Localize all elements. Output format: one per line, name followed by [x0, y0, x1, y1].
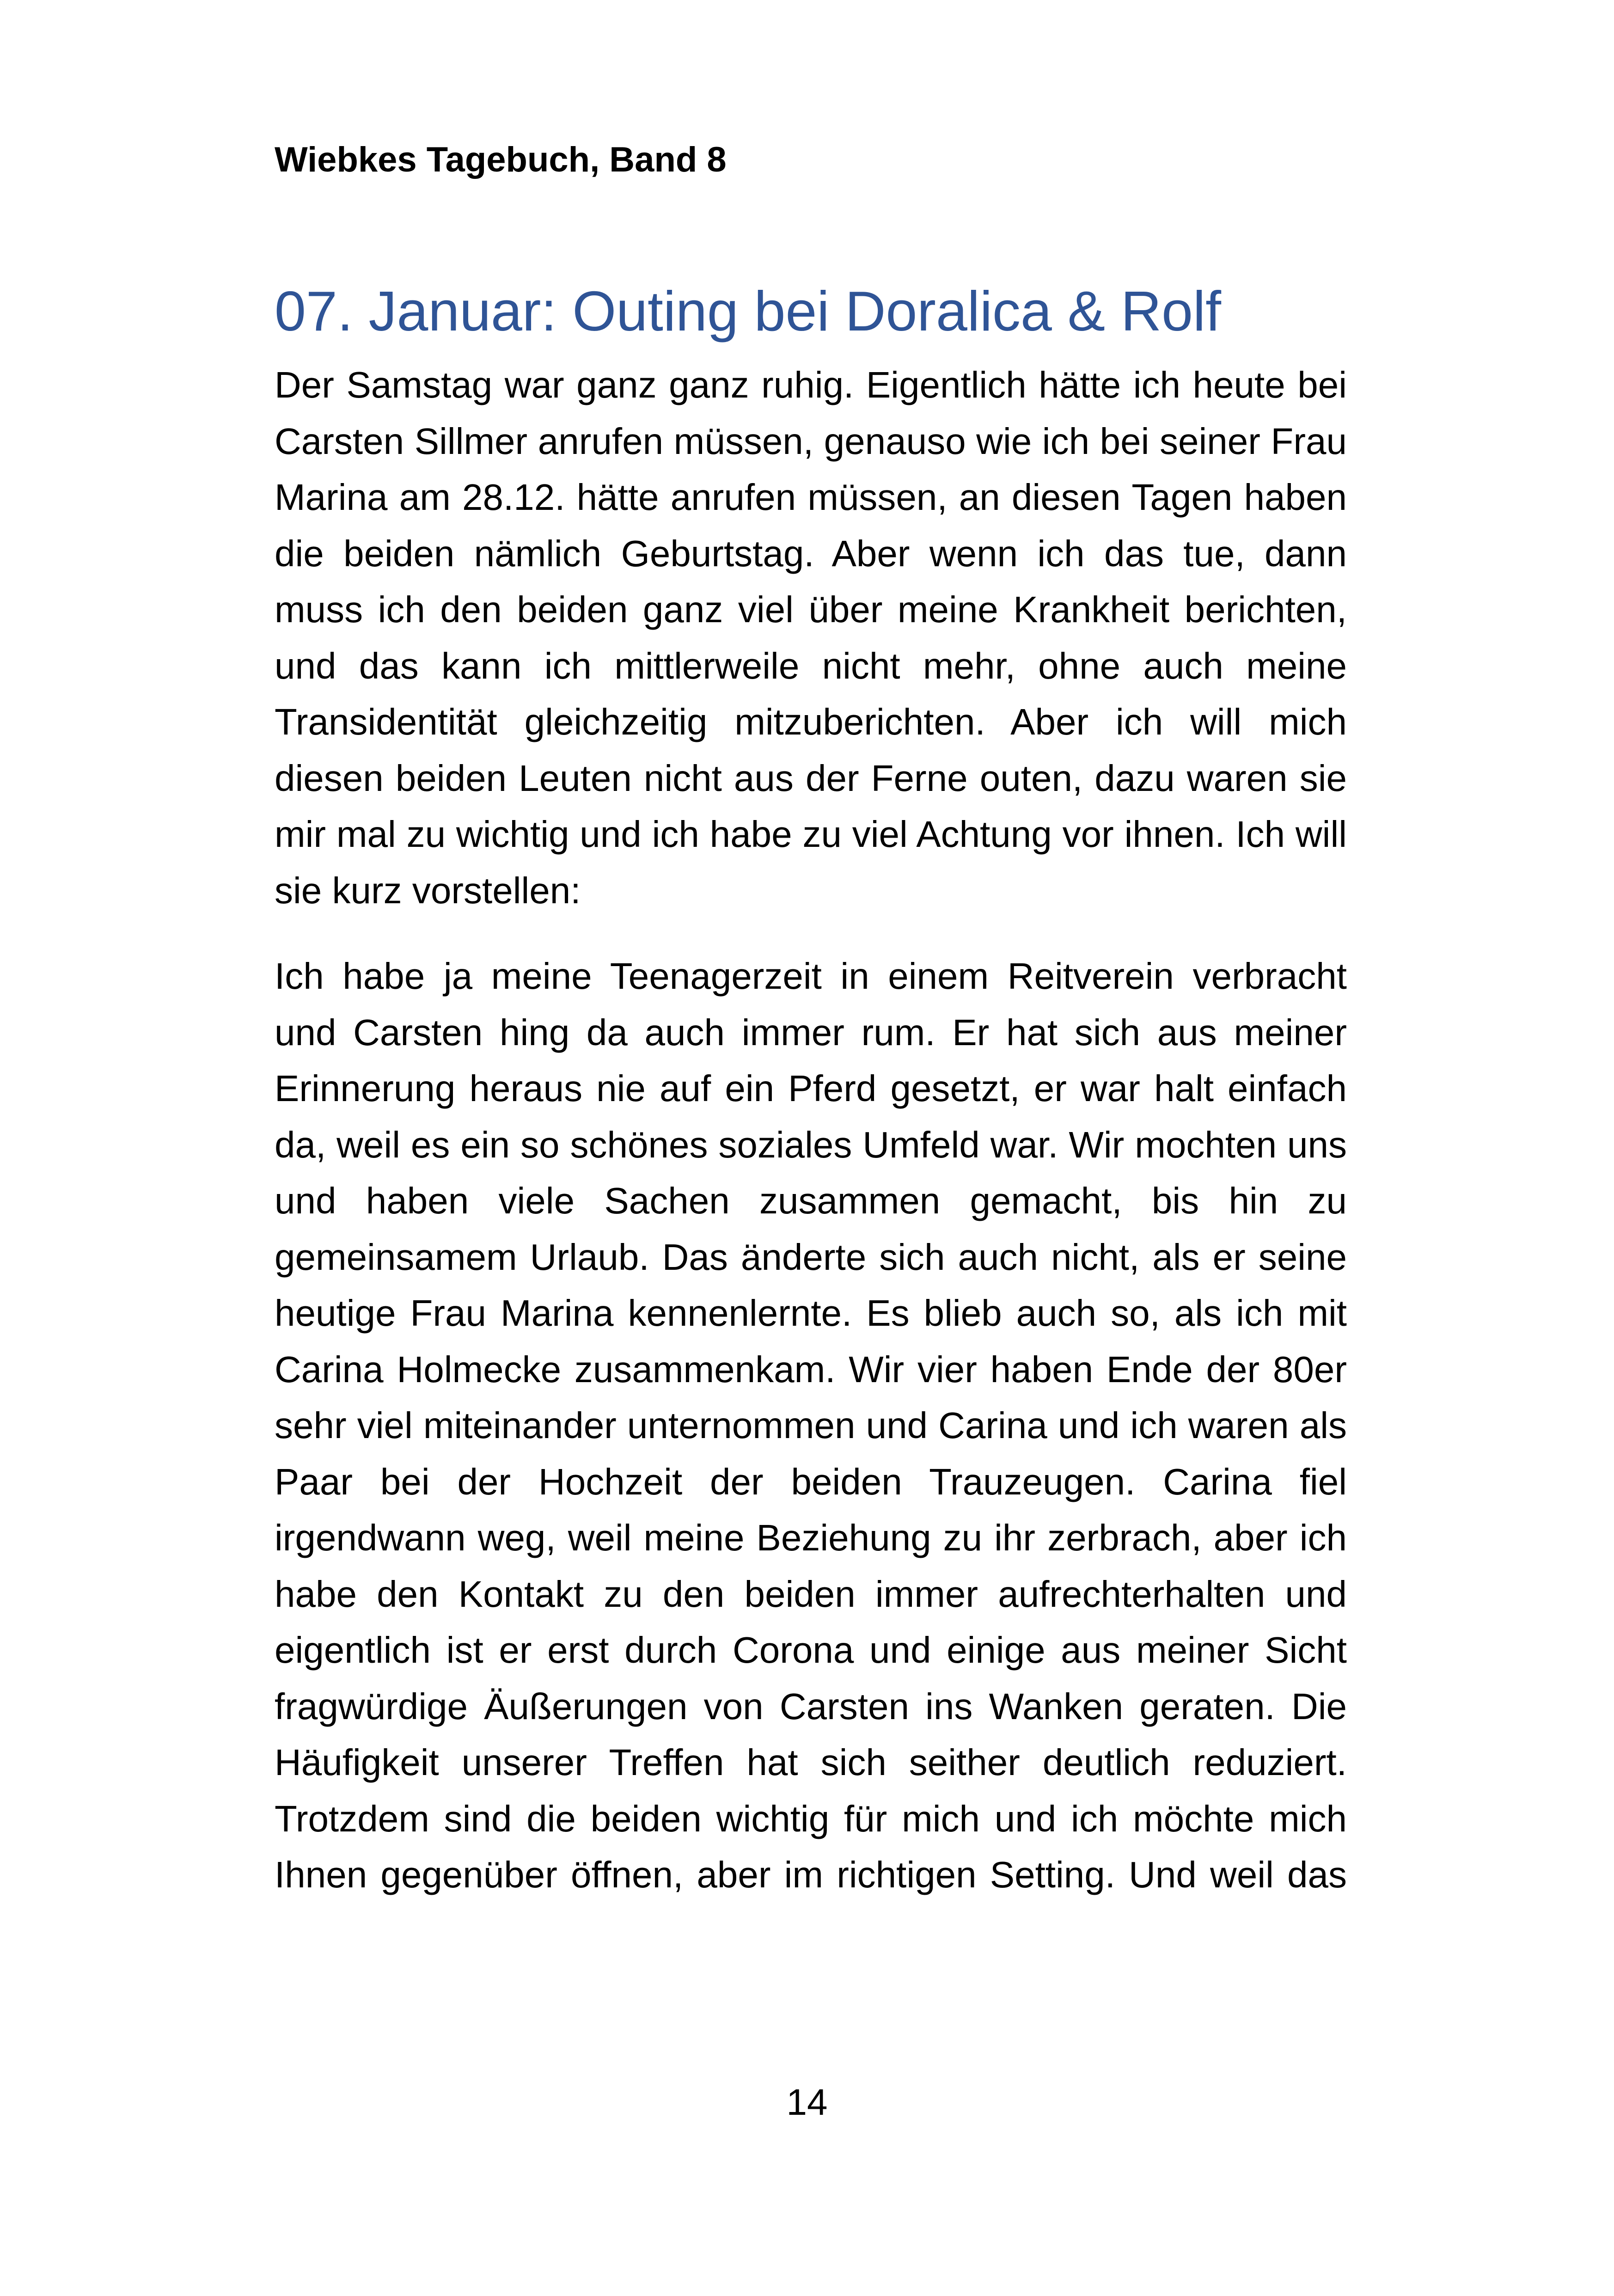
body-text — [275, 357, 1347, 1903]
chapter-title: 07. Januar: Outing bei Doralica & Rolf — [275, 280, 1221, 343]
paragraph: Der Samstag war ganz ganz ruhig. Eigentlich hätte ich heute bei Carsten Sillmer anrufen müssen, genauso wie ich bei seiner Frau Marina am 28.12. hätte anrufen müssen, an diesen Tagen haben die beiden nämlich Geburtstag. Aber wenn ich das tue, dann muss ich den beiden ganz viel über meine Krankheit berichten, und das kann ich mittlerweile nicht mehr, ohne auch meine Transidentität gleichzeitig mitzuberichten. Aber ich will mich diesen beiden Leuten nicht aus der Ferne outen, dazu waren sie mir mal zu wichtig und ich habe zu viel Achtung vor ihnen. Ich will sie kurz vorstellen: — [275, 364, 1347, 911]
paragraph: Ich habe ja meine Teenagerzeit in einem Reitverein verbracht und Carsten hing da auch immer rum. Er hat sich aus meiner Erinnerung heraus nie auf ein Pferd gesetzt, er war halt einfach da, weil es ein so schönes soziales Umfeld war. Wir mochten uns und haben viele Sachen zusammen gemacht, bis hin zu gemeinsamem Urlaub. Das änderte sich auch nicht, als er seine heutige Frau Marina kennenlernte. Es blieb auch so, als ich mit Carina Holmecke zusammenkam. Wir vier haben Ende der 80er sehr viel miteinander unternommen und Carina und ich waren als Paar bei der Hochzeit der beiden Trauzeugen. Carina fiel irgendwann weg, weil meine Beziehung zu ihr zerbrach, aber ich habe den Kontakt zu den beiden immer aufrechterhalten und eigentlich ist er erst durch Corona und einige aus meiner Sicht fragwürdige Äußerungen von Carsten ins Wanken geraten. Die Häufigkeit unserer Treffen hat sich seither deutlich reduziert. Trotzdem sind die beiden wichtig für mich und ich möchte mich Ihnen gegenüber öffnen, aber im richtigen Setting. Und weil das — [275, 955, 1347, 1895]
page-number: 14 — [786, 2082, 828, 2123]
running-header: Wiebkes Tagebuch, Band 8 — [275, 140, 727, 179]
